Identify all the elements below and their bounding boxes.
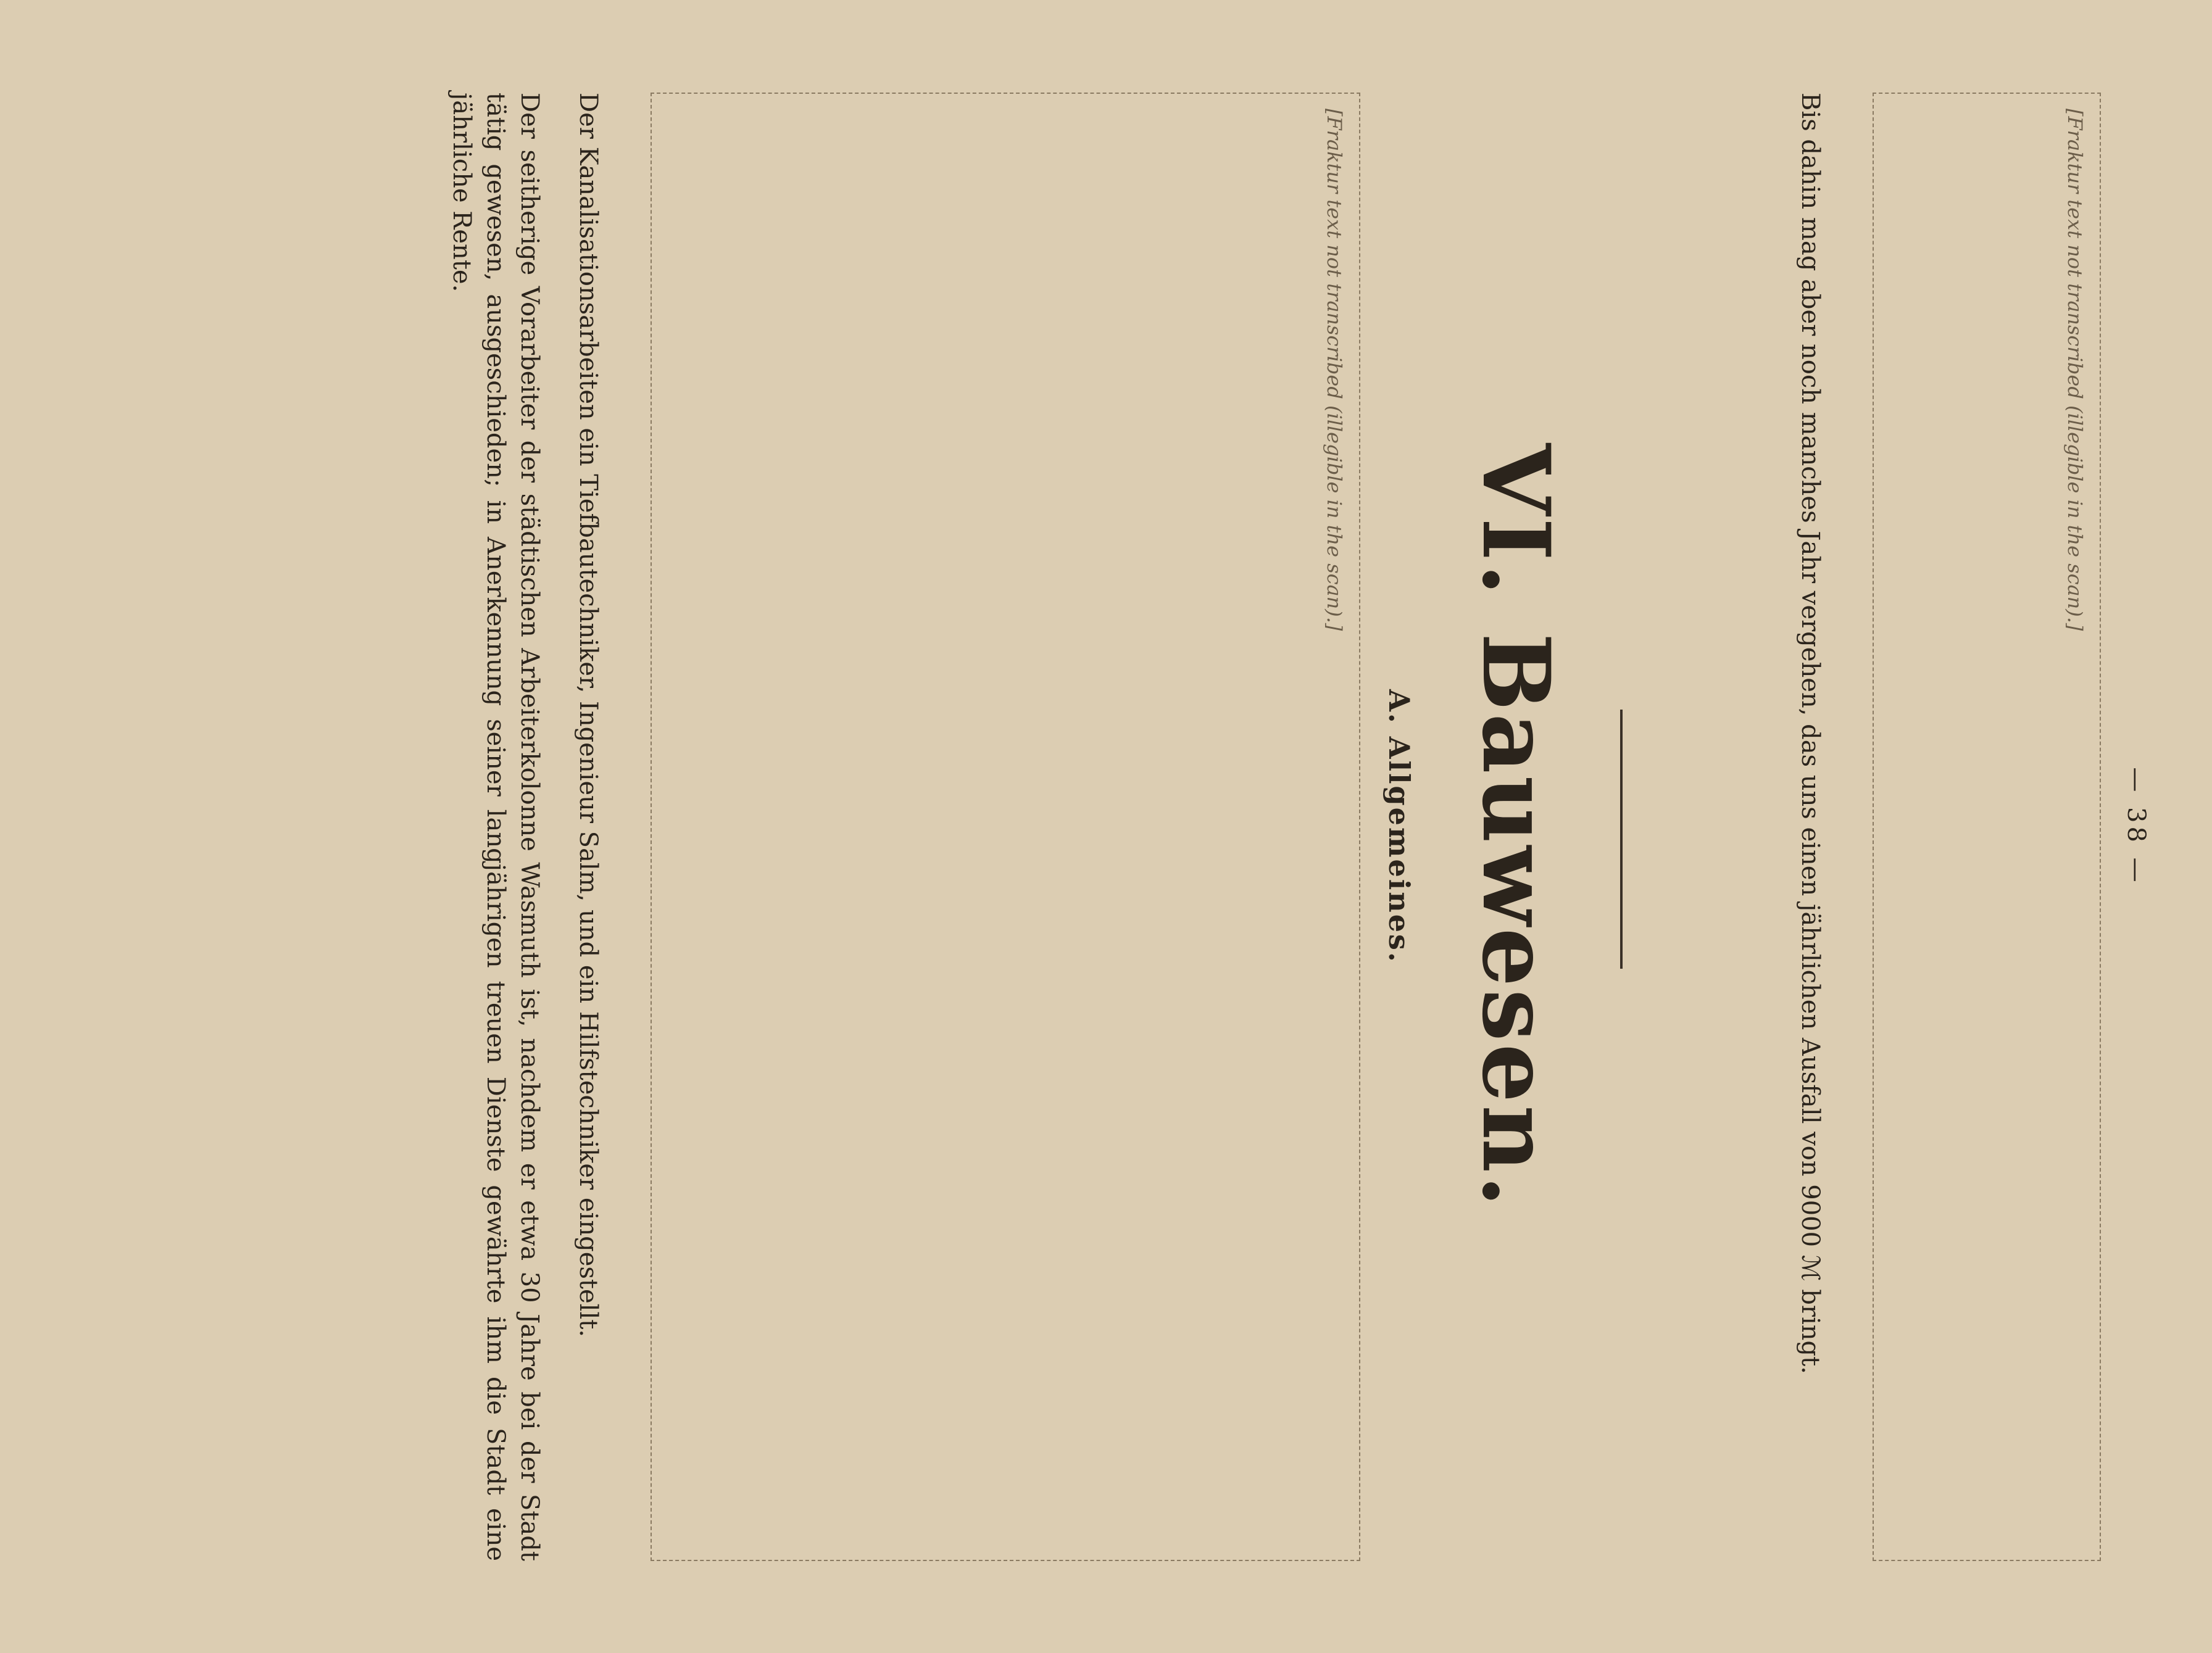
section-a-closing-paragraph-2: Der seitherige Vorarbeiter der städtischen Arbeiterkolonne Wasmuth ist, nachdem er etwa 30 Jahre bei der Stadt tätig gewesen, ausgeschieden; in Anerkennung seiner langjährigen treuen Dienste gewährte ihm die Stadt eine jährliche Rente. [447,93,544,1561]
section-a-closing-paragraph-1: Der Kanalisationsarbeiten ein Tiefbautechniker, Ingenieur Salm, und ein Hilfstechniker eingestellt. [574,93,602,1338]
page-number: — 38 — [2122,767,2150,886]
section-a-title: A. Allgemeines. [1382,689,1416,964]
section-divider [1620,710,1623,969]
chapter-title: VI. Bauwesen. [1462,443,1570,1210]
omitted-text-section-a: [Fraktur text not transcribed (illegible in the scan).] [651,93,1360,1561]
section-a-text-block [420,93,1360,1561]
omitted-text-top: [Fraktur text not transcribed (illegible in the scan).] [1873,93,2101,1561]
top-text-block [1768,93,2101,1561]
top-text-closing-line: Bis dahin mag aber noch manches Jahr vergehen, das uns einen jährlichen Ausfall von 9000 ℳ bringt. [1796,93,1824,1374]
